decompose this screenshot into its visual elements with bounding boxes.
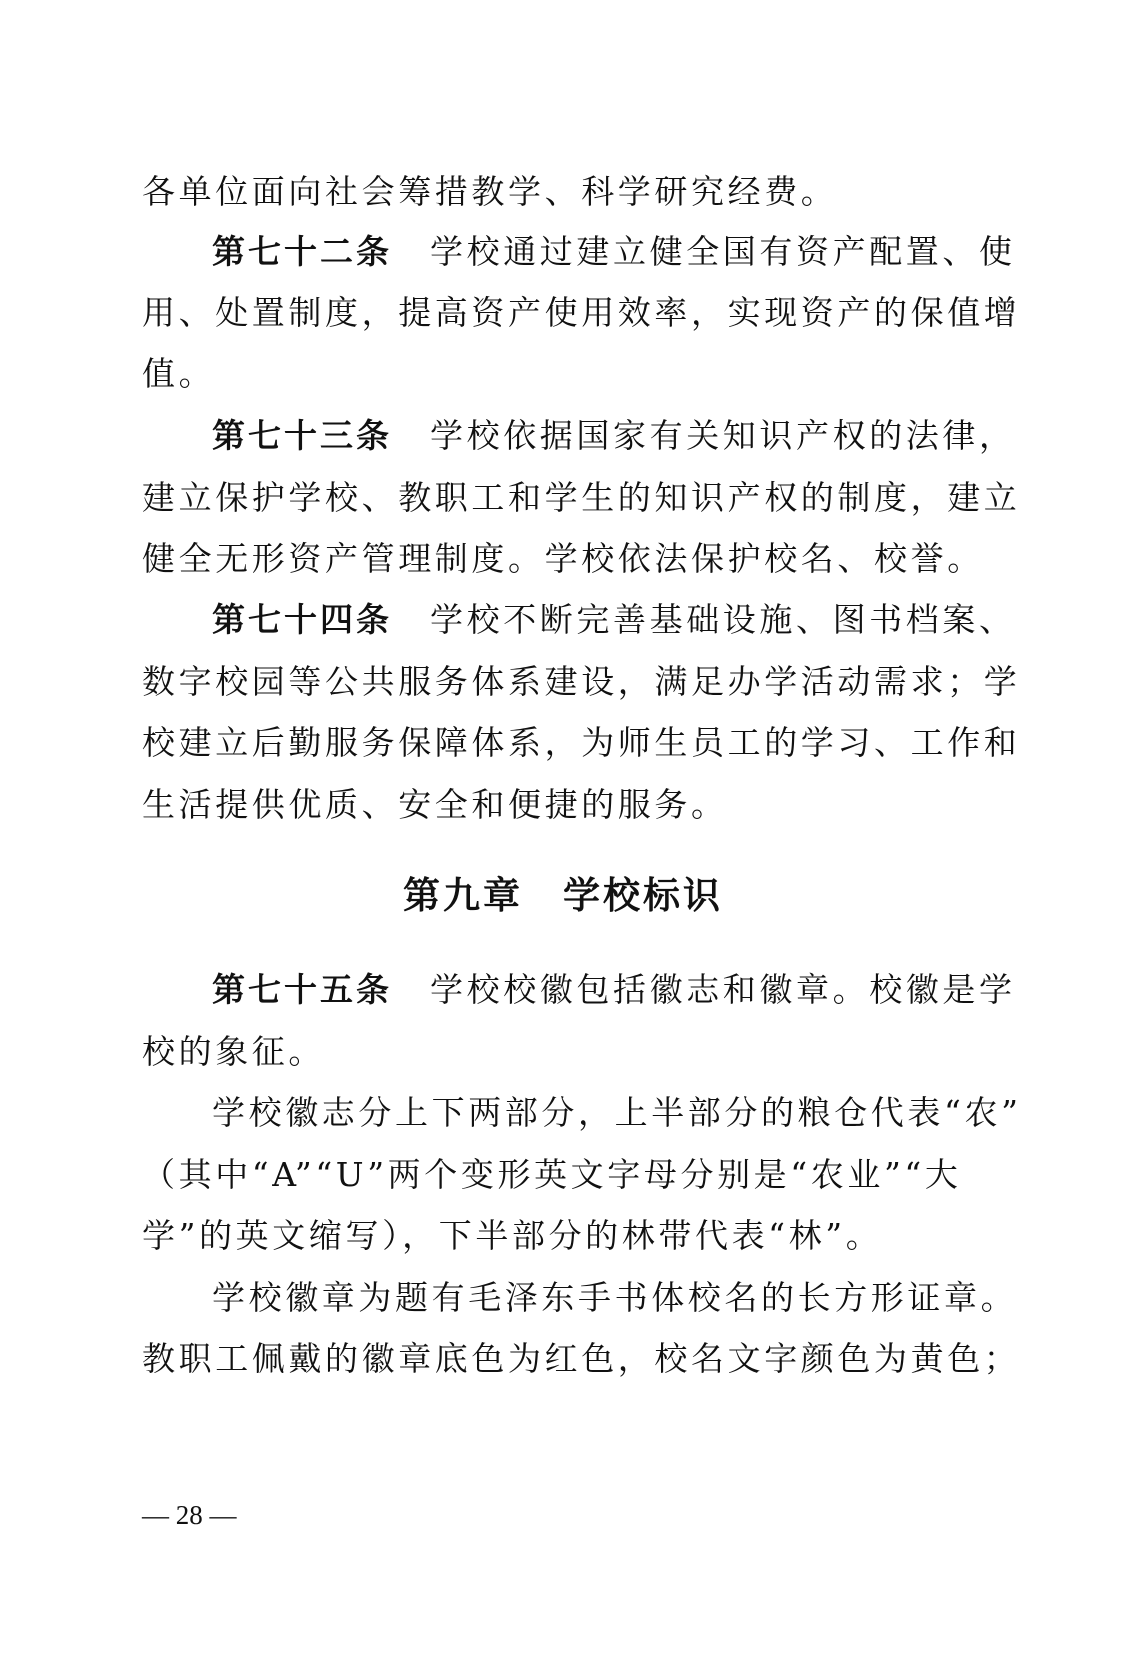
chapter-title: 学校标识 — [563, 874, 723, 917]
text-line: 学校徽章为题有毛泽东手书体校名的长方形证章。 — [212, 1278, 1018, 1317]
page-number: — 28 — — [142, 1500, 237, 1530]
article-73-line — [212, 414, 1016, 458]
chapter-number: 第九章 — [403, 874, 523, 917]
text-line: 校的象征。 — [142, 1032, 325, 1071]
text-line: 学校校徽包括徽志和徽章。校徽是学 — [430, 970, 1016, 1009]
text-line: 学校依据国家有关知识产权的法律， — [430, 416, 1016, 455]
text-line: 用、处置制度，提高资产使用效率，实现资产的保值增 — [142, 293, 1021, 332]
text-line: 学校通过建立健全国有资产配置、使 — [430, 232, 1016, 271]
chapter-heading — [0, 872, 1126, 920]
article-75-line — [212, 968, 1016, 1012]
text-line: 建立保护学校、教职工和学生的知识产权的制度，建立 — [142, 478, 1021, 517]
text-line: 学”的英文缩写），下半部分的林带代表“林”。 — [142, 1216, 883, 1255]
text-line: （其中“A”“U”两个变形英文字母分别是“农业”“大 — [142, 1155, 962, 1194]
article-74-line — [212, 598, 1016, 642]
text-line: 校建立后勤服务保障体系，为师生员工的学习、工作和 — [142, 723, 1021, 762]
article-75-heading: 第七十五条 — [212, 970, 392, 1009]
text-line: 数字校园等公共服务体系建设，满足办学活动需求；学 — [142, 662, 1021, 701]
article-73-heading: 第七十三条 — [212, 416, 392, 455]
article-72-line — [212, 230, 1016, 274]
text-line: 教职工佩戴的徽章底色为红色，校名文字颜色为黄色； — [142, 1339, 1021, 1378]
article-74-heading: 第七十四条 — [212, 600, 392, 639]
text-line: 生活提供优质、安全和便捷的服务。 — [142, 785, 728, 824]
text-line: 学校不断完善基础设施、图书档案、 — [430, 600, 1016, 639]
text-line: 值。 — [142, 354, 216, 393]
text-line: 学校徽志分上下两部分，上半部分的粮仓代表“农” — [212, 1093, 1022, 1132]
text-line: 各单位面向社会筹措教学、科学研究经费。 — [142, 172, 838, 211]
article-72-heading: 第七十二条 — [212, 232, 392, 271]
text-line: 健全无形资产管理制度。学校依法保护校名、校誉。 — [142, 539, 984, 578]
